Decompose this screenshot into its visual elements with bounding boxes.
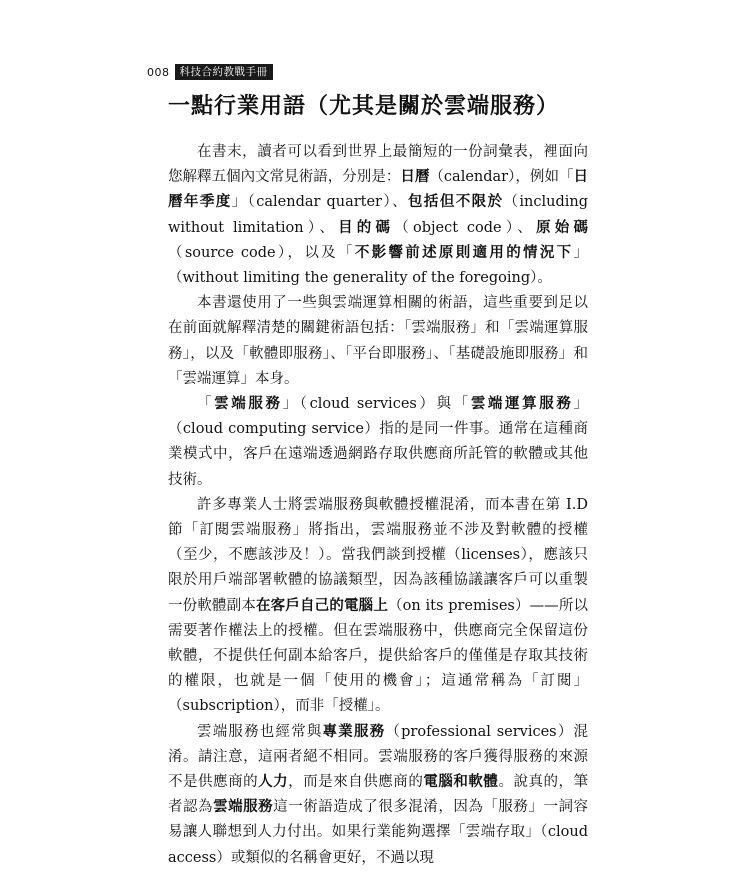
bold-term: 不影響前述原則適用的情況下 <box>354 244 574 261</box>
text-run: 」（without limiting the generality of the foregoing）。 <box>168 244 589 287</box>
text-run: 這一術語造成了很多混淆，因為「服務」一詞容易讓人聯想到人力付出。如果行業能夠選擇「雲端存取」（cloud access）或類似的名稱會更好，不過以現 <box>168 799 589 866</box>
section-title: 一點行業用語（尤其是關於雲端服務） <box>168 94 560 119</box>
bold-term: 日曆 <box>400 169 430 186</box>
text-run: 本書還使用了一些與雲端運算相關的術語，這些重要到足以在前面就解釋清楚的關鍵術語包括：「雲端服務」和「雲端運算服務」，以及「軟體即服務」、「平台即服務」、「基礎設施即服務」和「雲端運算」本身。 <box>168 295 588 387</box>
text-run: 「 <box>197 396 215 413</box>
page-header <box>147 64 273 80</box>
bold-term: 人力 <box>258 774 289 791</box>
text-run: ，而是來自供應商的 <box>288 774 424 791</box>
paragraph <box>168 140 588 291</box>
text-run: 雲端服務也經常與 <box>197 723 323 740</box>
body-text <box>168 140 588 871</box>
text-run: （on its premises）——所以需要著作權法上的授權。但在雲端服務中，供應商完全保留這份軟體，不提供任何副本給客戶，提供給客戶的僅僅是存取其技術的權限，也就是一個「使用的機會」；這通常稱為「訂閱」（subscription），而非「授權」。 <box>168 597 589 715</box>
text-run: 」（cloud services）與「 <box>282 396 471 413</box>
text-run: 。說真的，筆者認為 <box>168 774 589 816</box>
text-run: （professional services）混淆。請注意，這兩者絕不相同。雲端服務的客戶獲得服務的來源不是供應商的 <box>168 723 589 791</box>
text-run: （calendar），例如「 <box>429 169 574 186</box>
text-run: （including without limitation）、 <box>168 194 589 236</box>
book-title-label: 科技合約教戰手冊 <box>175 64 273 80</box>
bold-term: 雲端服務 <box>213 799 274 816</box>
bold-term: 在客戶自己的電腦上 <box>256 597 388 614</box>
text-run: （source code），以及「 <box>168 244 355 261</box>
bold-term: 原始碼 <box>536 219 589 236</box>
bold-term: 包括但不限於 <box>408 194 504 211</box>
bold-term: 日曆年季度 <box>168 169 588 211</box>
paragraph <box>168 291 588 392</box>
paragraph <box>168 493 588 720</box>
paragraph <box>168 720 588 871</box>
text-run: 在書末，讀者可以看到世界上最簡短的一份詞彙表，裡面向您解釋五個內文常見術語，分別是： <box>168 144 588 186</box>
bold-term: 雲端運算服務 <box>470 396 574 413</box>
bold-term: 專業服務 <box>322 723 386 740</box>
text-run: 許多專業人士將雲端服務與軟體授權混淆，而本書在第 I.D 節「訂閱雲端服務」將指出，雲端服務並不涉及對軟體的授權（至少，不應該涉及！）。當我們談到授權（licenses），應該只限於用戶端部署軟體的協議類型，因為該種協議讓客戶可以重製一份軟體副本 <box>168 496 588 614</box>
bold-term: 電腦和軟體 <box>423 774 499 791</box>
page-number: 008 <box>147 65 170 79</box>
text-run: 」（cloud computing service）指的是同一件事。通常在這種商業模式中，客戶在遠端透過網路存取供應商所託管的軟體或其他技術。 <box>168 396 589 488</box>
text-run: （object code）、 <box>394 219 537 236</box>
text-run: 」（calendar quarter）、 <box>231 194 408 211</box>
bold-term: 雲端服務 <box>214 396 283 413</box>
bold-term: 目的碼 <box>338 219 395 236</box>
paragraph <box>168 392 588 493</box>
